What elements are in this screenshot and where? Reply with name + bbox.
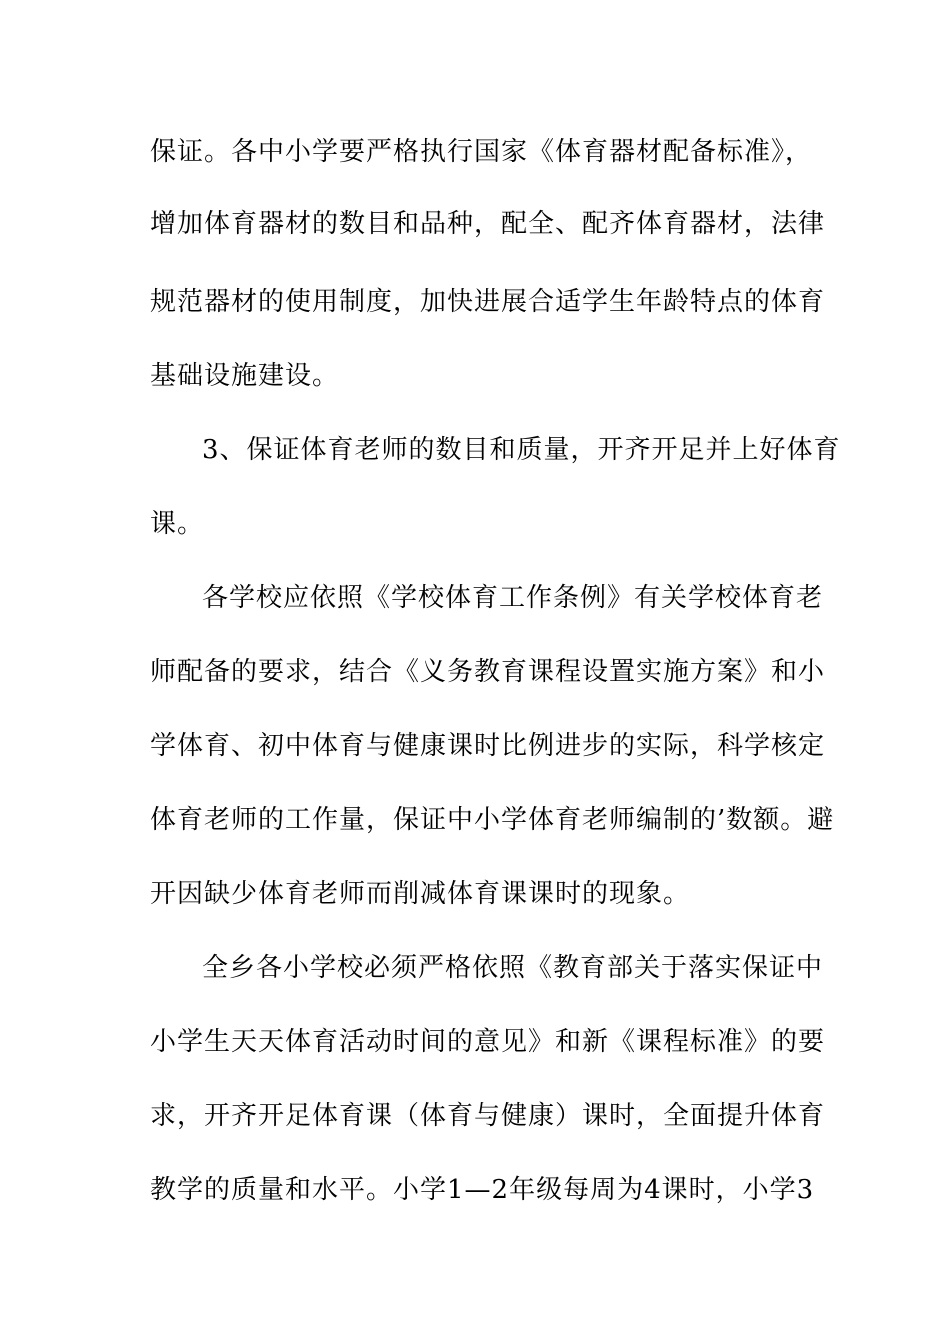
text-line-7: 各学校应依照《学校体育工作条例》有关学校体育老 <box>202 583 824 613</box>
text-line-6: 课。 <box>150 509 205 539</box>
text-line-2: 增加体育器材的数目和品种，配全、配齐体育器材，法律 <box>150 209 826 239</box>
text-line-9: 学体育、初中体育与健康课时比例进步的实际，科学核定 <box>150 731 826 761</box>
text-line-12: 全乡各小学校必须严格依照《教育部关于落实保证中 <box>202 953 824 983</box>
text-line-11: 开因缺少体育老师而削减体育课课时的现象。 <box>150 879 691 909</box>
text-line-5: 3、保证体育老师的数目和质量，开齐开足并上好体育 <box>202 435 841 465</box>
text-line-3: 规范器材的使用制度，加快进展合适学生年龄特点的体育 <box>150 287 826 317</box>
text-line-13: 小学生天天体育活动时间的意见》和新《课程标准》的要 <box>150 1027 826 1057</box>
text-line-4: 基础设施建设。 <box>150 361 340 391</box>
text-line-1: 保证。各中小学要严格执行国家《体育器材配备标准》， <box>150 137 813 167</box>
text-line-14: 求，开齐开足体育课（体育与健康）课时，全面提升体育 <box>150 1101 826 1131</box>
text-line-8: 师配备的要求，结合《义务教育课程设置实施方案》和小 <box>150 657 826 687</box>
text-line-15: 教学的质量和水平。小学1—2年级每周为4课时，小学3 <box>150 1175 815 1205</box>
text-line-10: 体育老师的工作量，保证中小学体育老师编制的’数额。避 <box>150 805 835 835</box>
